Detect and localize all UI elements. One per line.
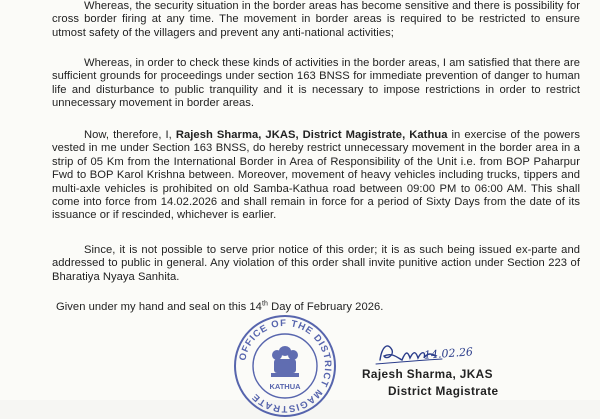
paragraph-order — [52, 129, 580, 223]
paragraph-text: Day of February 2026. — [267, 301, 384, 313]
district-magistrate-seal — [232, 313, 338, 419]
seal-ring-text: OFFICE OF THE DISTRICT MAGISTRATE — [237, 317, 334, 415]
paragraph-text: Since, it is not possible to serve prior notice of this order; it is as such being issued ex-parte and addressed to public in general. Any violation of this order shall invite punitive action under Section 223 of Bharatiya Nyaya Sanhita. — [52, 244, 580, 283]
paragraph-lead: Given under my hand and seal on this 14 — [56, 301, 262, 313]
signature-date: 14.02.26 — [423, 345, 474, 362]
paragraph-security-situation — [52, 0, 580, 40]
ordinal-suffix: th — [261, 300, 268, 308]
magistrate-name-bold: Rajesh Sharma, JKAS, District Magistrate, Kathua — [175, 129, 448, 141]
signatory-name: Rajesh Sharma, JKAS — [362, 367, 493, 381]
paragraph-text: Whereas, in order to check these kinds of activities in the border areas, I am satisfied that there are sufficient grounds for proceedings under section 163 BNSS for immediate prevention of danger to human life and disturbance to public tranquility and it is necessary to impose restrictions in order to restrict unnecessary movement in border areas. — [52, 57, 580, 110]
emblem-icon — [271, 346, 299, 377]
paragraph-text: in exercise of the powers vested in me under Section 163 BNSS, do hereby restrict unnecessary movement in the border area in a strip of 05 Km from the International Border in Area of Responsibility of the Unit i.e. from BOP Paharpur Fwd to BOP Karol Krishna between. Moreover, movement of heavy vehicles including trucks, tippers and multi-axle vehicles is prohibited on old Samba-Kathua road between 09:00 PM to 06:00 AM. This shall come into force from 14.02.2026 and shall remain in force for a period of Sixty Days from the date of its issuance or if rescinded, whichever is earlier. — [52, 129, 580, 222]
paragraph-ex-parte — [52, 244, 580, 284]
paragraph-text: Whereas, the security situation in the border areas has become sensitive and there is possibility for cross border firing at any time. The movement in border areas is required to be restricted to ensure utmost safety of the villagers and prevent any anti-national activities; — [52, 0, 580, 39]
signatory-title: District Magistrate — [388, 384, 499, 398]
paragraph-grounds — [52, 57, 580, 111]
paragraph-lead: Now, therefore, I, — [84, 129, 176, 141]
seal-bottom-text: KATHUA — [269, 382, 301, 391]
